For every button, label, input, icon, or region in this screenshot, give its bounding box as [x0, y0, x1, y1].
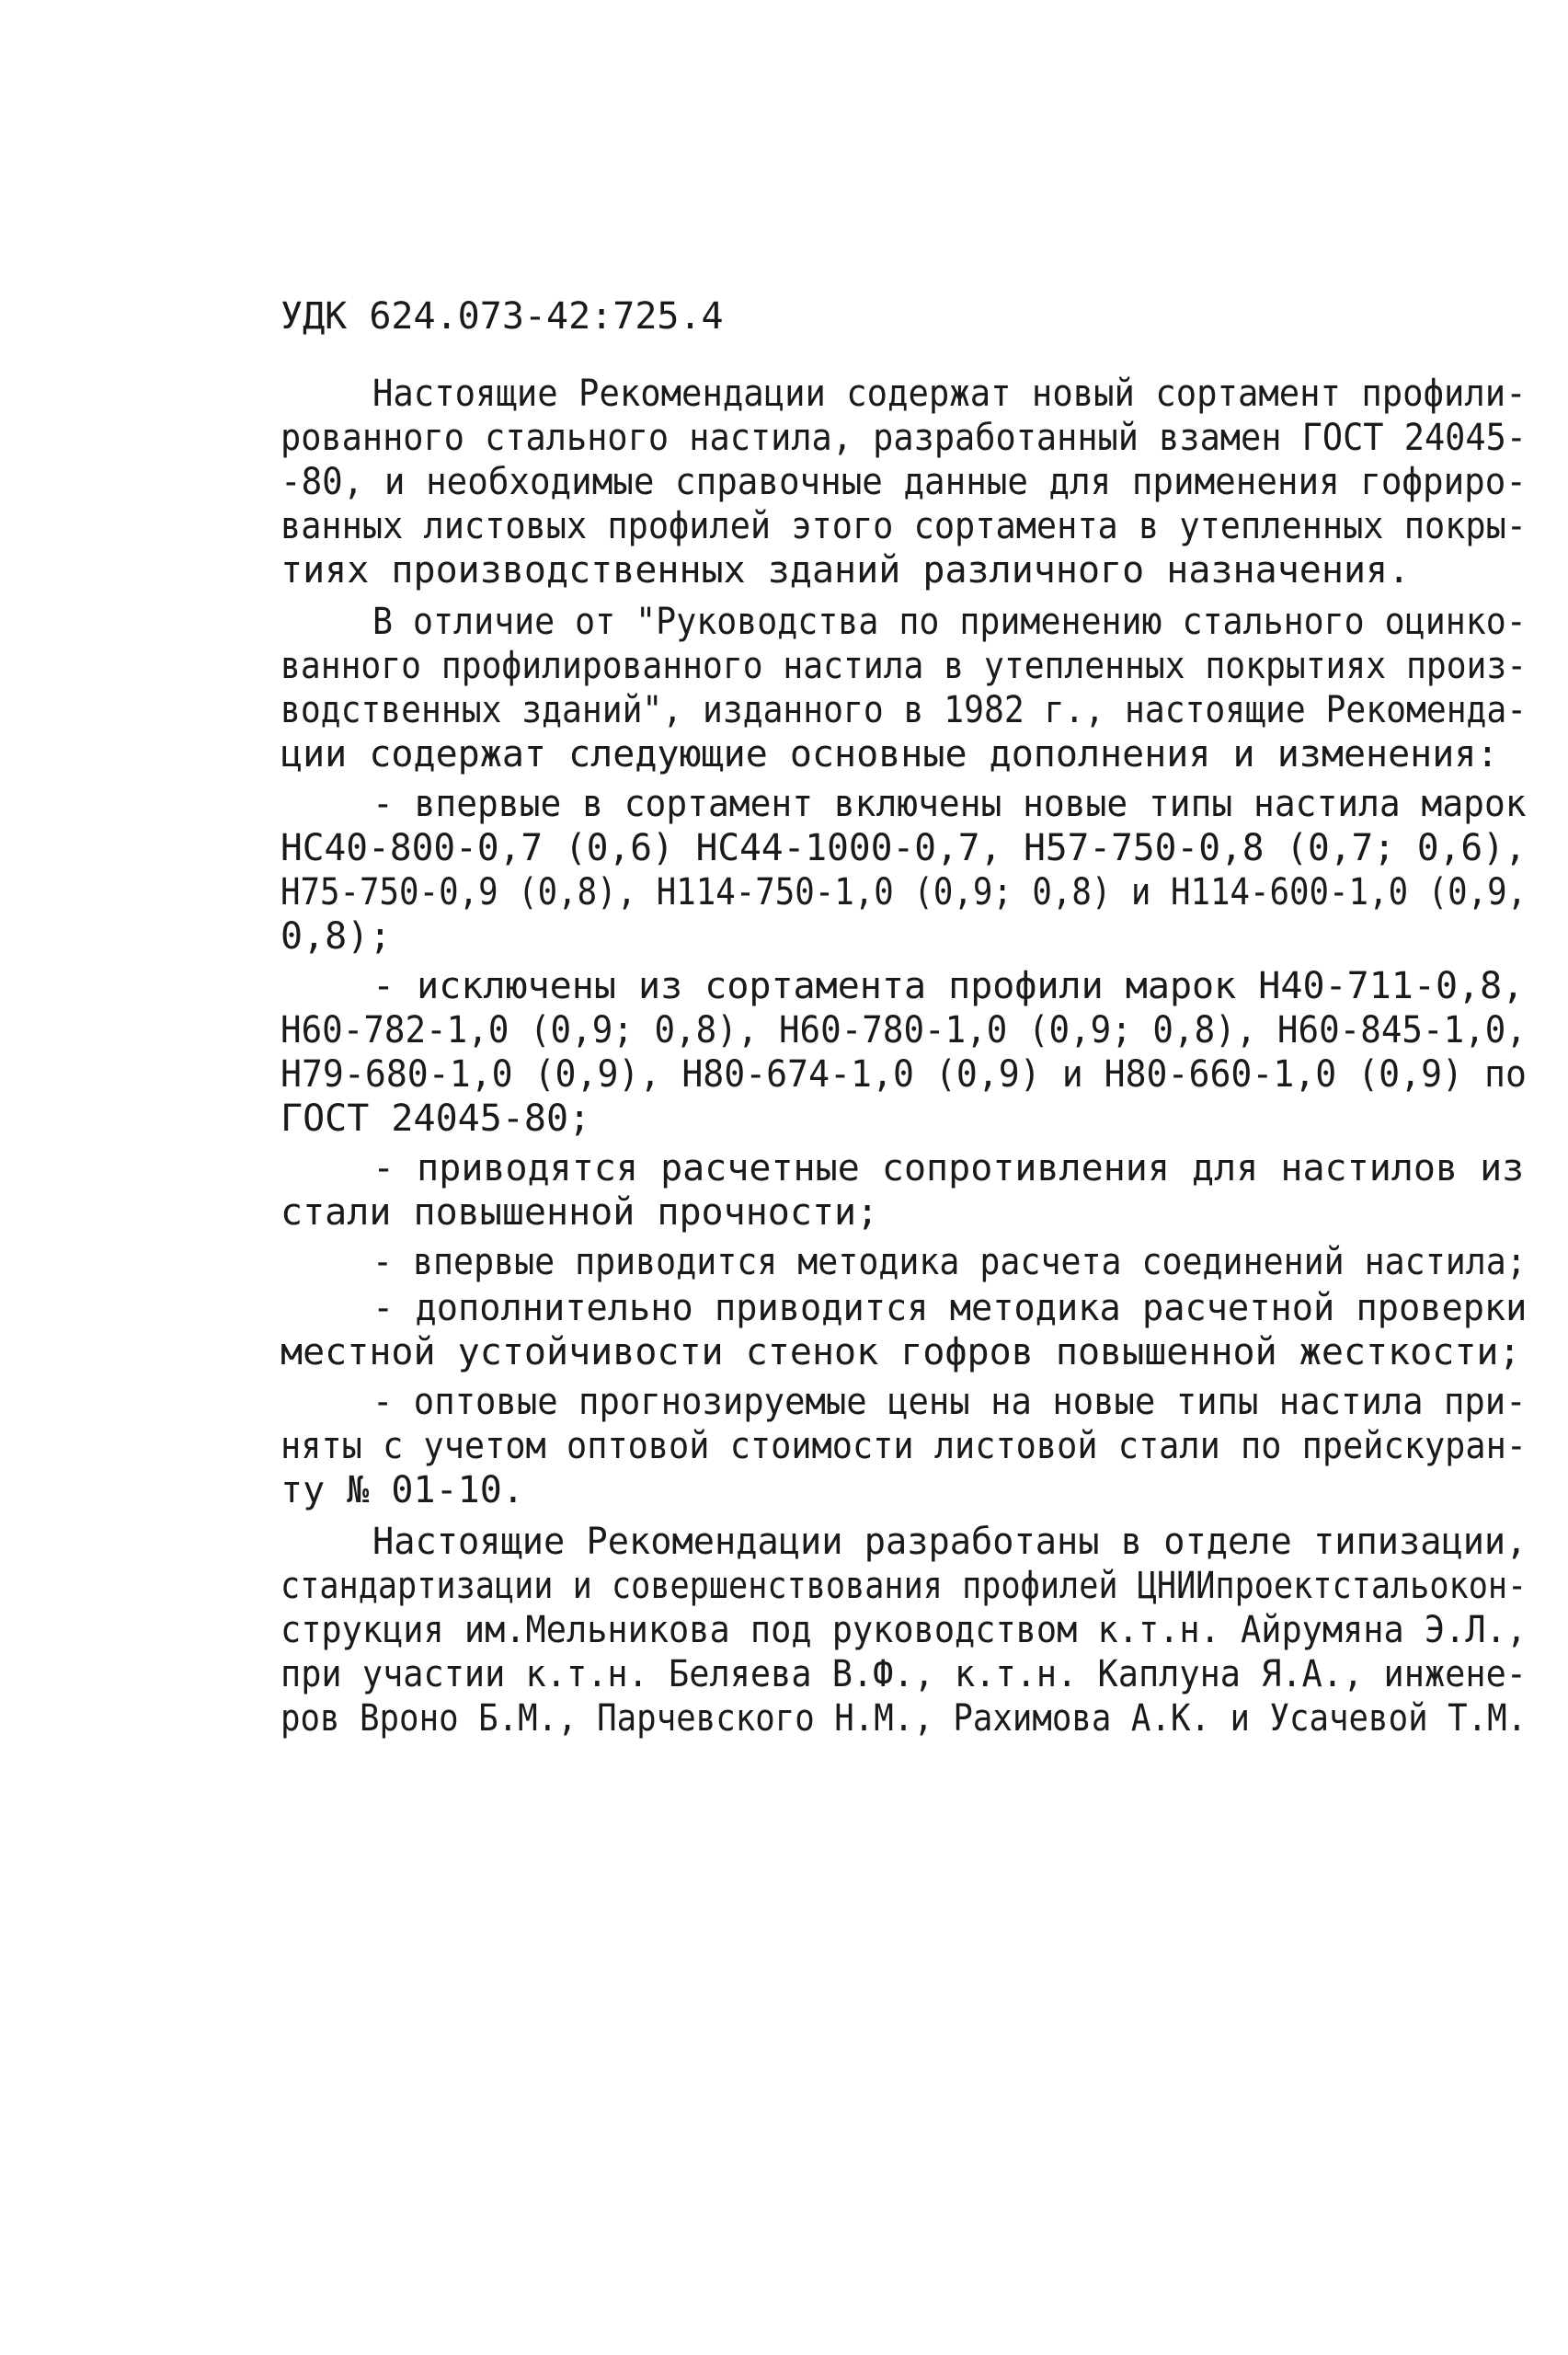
text-line: стали повышенной прочности;	[280, 1191, 879, 1234]
list-item-line: - дополнительно приводится методика расчетной проверки	[372, 1287, 1528, 1329]
list-item-line: - приводятся расчетные сопротивления для настилов из	[372, 1147, 1525, 1189]
text-line: Н60-782-1,0 (0,9; 0,8), Н60-780-1,0 (0,9; 0,8), Н60-845-1,0,	[280, 1009, 1527, 1051]
list-item-line: - впервые приводится методика расчета соединений настила;	[372, 1241, 1527, 1283]
text-line: няты с учетом оптовой стоимости листовой стали по прейскуран-	[280, 1425, 1528, 1467]
text-line: Н79-680-1,0 (0,9), Н80-674-1,0 (0,9) и Н80-660-1,0 (0,9) по	[280, 1053, 1527, 1096]
list-item-line: - оптовые прогнозируемые цены на новые типы настила при-	[372, 1381, 1527, 1423]
text-line: Настоящие Рекомендации разработаны в отделе типизации,	[372, 1521, 1528, 1563]
text-line: при участии к.т.н. Беляева В.Ф., к.т.н. Каплуна Я.А., инжене-	[280, 1653, 1528, 1695]
text-line: местной устойчивости стенок гофров повышенной жесткости;	[280, 1331, 1521, 1373]
text-line: ванного профилированного настила в утепленных покрытиях произ-	[280, 645, 1528, 687]
text-line: ГОСТ 24045-80;	[280, 1097, 591, 1140]
text-line: 0,8);	[280, 915, 392, 958]
text-line: струкция им.Мельникова под руководством к.т.н. Айрумяна Э.Л.,	[280, 1609, 1528, 1651]
text-line: ванных листовых профилей этого сортамента в утепленных покры-	[280, 505, 1528, 547]
list-item-line: - исключены из сортамента профили марок Н40-711-0,8,	[372, 965, 1525, 1007]
text-line: тиях производственных зданий различного назначения.	[280, 549, 1411, 592]
text-line: ту № 01-10.	[280, 1469, 524, 1511]
list-item-line: - впервые в сортамент включены новые типы настила марок	[372, 783, 1527, 825]
text-line: ров Вроно Б.М., Парчевского Н.М., Рахимова А.К. и Усачевой Т.М.	[280, 1697, 1528, 1740]
text-line: стандартизации и совершенствования профилей ЦНИИпроектстальокон-	[280, 1565, 1528, 1607]
text-line: рованного стального настила, разработанный взамен ГОСТ 24045-	[280, 417, 1528, 459]
udk-code: УДК 624.073-42:725.4	[280, 295, 724, 338]
text-line: -80, и необходимые справочные данные для применения гофриро-	[280, 461, 1527, 503]
text-line: Настоящие Рекомендации содержат новый сортамент профили-	[372, 373, 1527, 415]
text-line: ции содержат следующие основные дополнения и изменения:	[280, 733, 1499, 775]
text-line: Н75-750-0,9 (0,8), Н114-750-1,0 (0,9; 0,8) и Н114-600-1,0 (0,9,	[280, 871, 1528, 913]
text-line: водственных зданий", изданного в 1982 г., настоящие Рекоменда-	[280, 689, 1528, 731]
text-line: НС40-800-0,7 (0,6) НС44-1000-0,7, Н57-750-0,8 (0,7; 0,6),	[280, 827, 1527, 869]
text-line: В отличие от "Руководства по применению стального оцинко-	[372, 601, 1527, 643]
